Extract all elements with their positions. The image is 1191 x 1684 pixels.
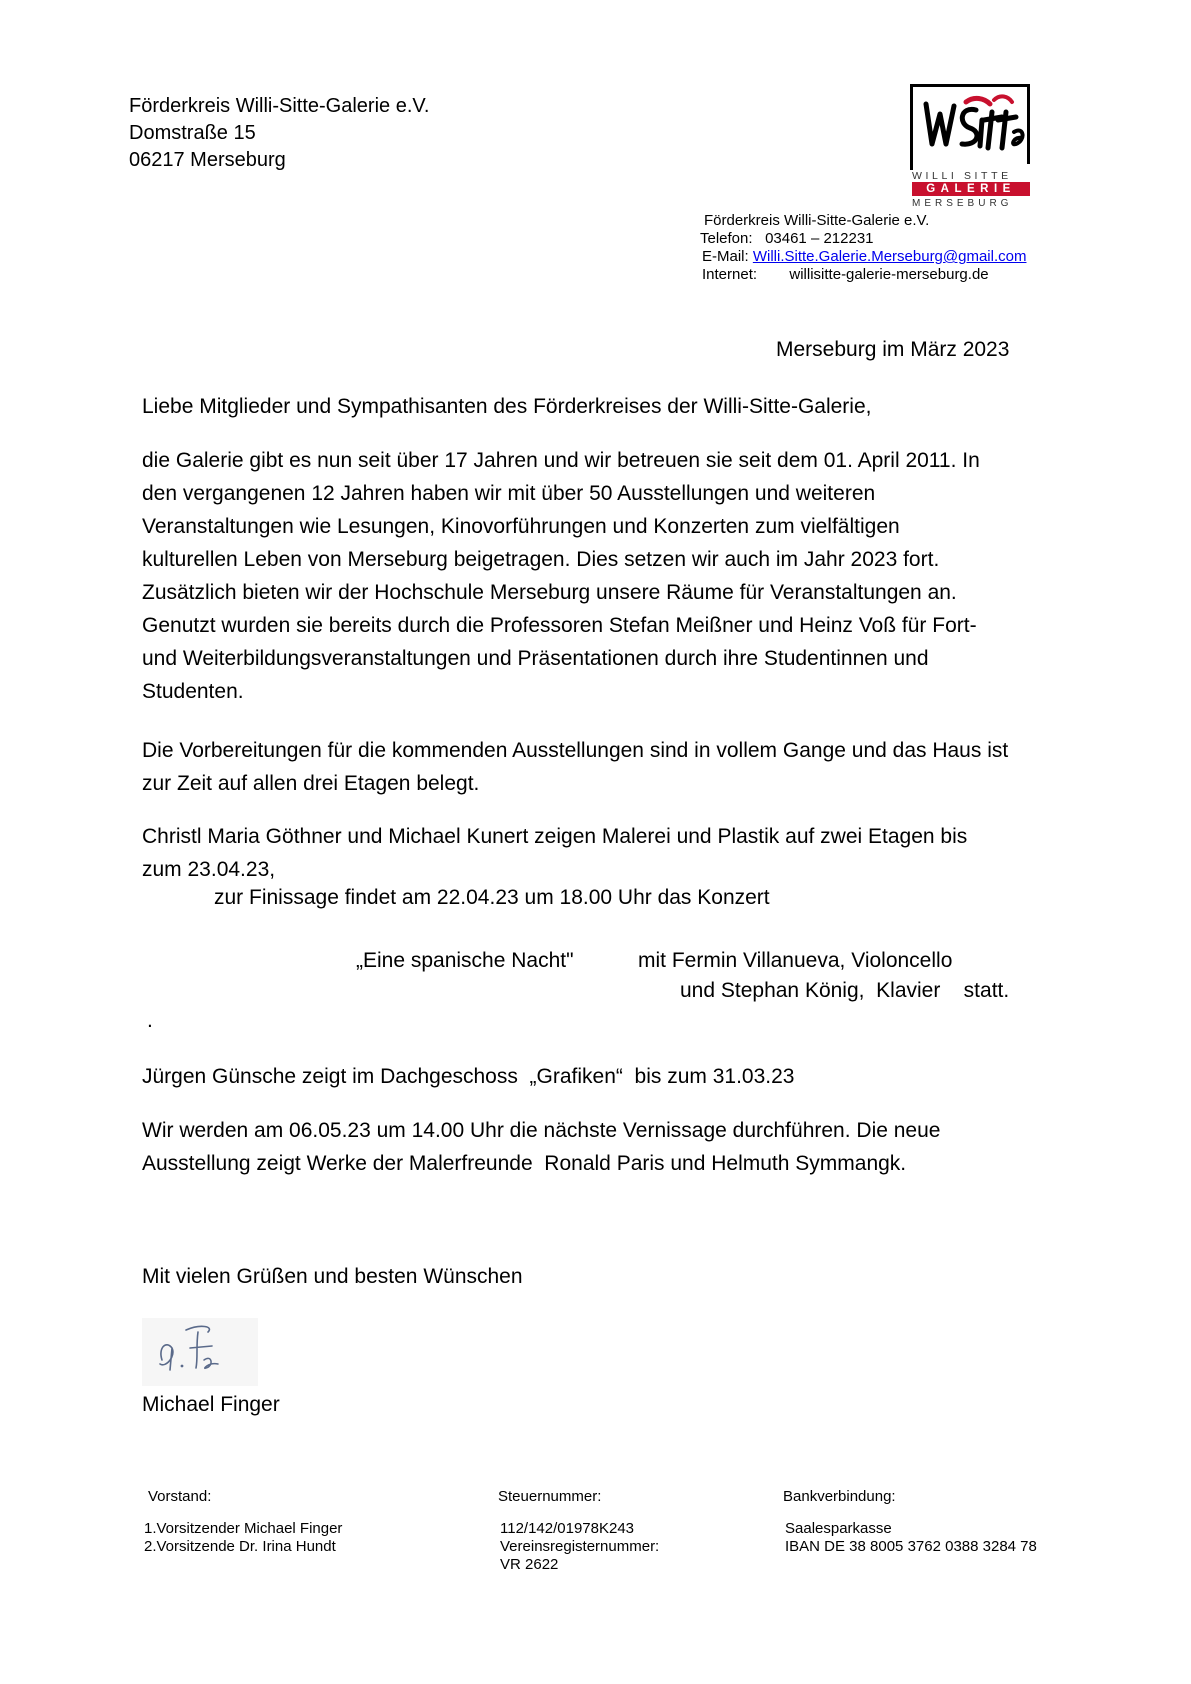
para1-line: und Weiterbildungsveranstaltungen und Präsentationen durch ihre Studentinnen und	[142, 647, 929, 670]
phone-label: Telefon:	[700, 230, 753, 247]
web-label: Internet:	[702, 266, 758, 283]
paragraph-4: Jürgen Günsche zeigt im Dachgeschoss „Grafiken“ bis zum 31.03.23	[142, 1065, 795, 1088]
salutation: Liebe Mitglieder und Sympathisanten des Förderkreises der Willi-Sitte-Galerie,	[142, 395, 872, 418]
contact-web-row	[700, 266, 1026, 284]
para1-line: den vergangenen 12 Jahren haben wir mit über 50 Ausstellungen und weiteren	[142, 482, 876, 505]
signature-graphic	[142, 1318, 258, 1386]
contact-phone-row	[700, 230, 1026, 248]
logo-line-merseburg: MERSEBURG	[912, 198, 1013, 209]
footer-bank-label: Bankverbindung:	[783, 1488, 896, 1505]
contact-org: Förderkreis Willi-Sitte-Galerie e.V.	[704, 212, 930, 229]
para1-line: kulturellen Leben von Merseburg beigetragen. Dies setzen wir auch im Jahr 2023 fort.	[142, 548, 940, 571]
para1-line: die Galerie gibt es nun seit über 17 Jahren und wir betreuen sie seit dem 01. April 2011. In	[142, 449, 980, 472]
para3-line: Christl Maria Göthner und Michael Kunert zeigen Malerei und Plastik auf zwei Etagen bis	[142, 825, 968, 848]
footer-board-label: Vorstand:	[148, 1488, 212, 1505]
register-label: Vereinsregisternummer:	[500, 1538, 660, 1555]
tax-number: 112/142/01978K243	[500, 1520, 635, 1537]
closing: Mit vielen Grüßen und besten Wünschen	[142, 1265, 523, 1288]
concert-title: „Eine spanische Nacht"	[356, 949, 574, 972]
paragraph-3	[142, 820, 967, 886]
contact-email-row	[700, 248, 1026, 266]
para5-line: Ausstellung zeigt Werke der Malerfreunde Ronald Paris und Helmuth Symmangk.	[142, 1152, 907, 1175]
footer-bank	[785, 1520, 1037, 1556]
para1-line: Zusätzlich bieten wir der Hochschule Merseburg unsere Räume für Veranstaltungen an.	[142, 581, 957, 604]
para2-line: Die Vorbereitungen für die kommenden Ausstellungen sind in vollem Gange und das Haus ist	[142, 739, 1009, 762]
phone-value: 03461 – 212231	[765, 230, 874, 247]
footer-board	[144, 1520, 342, 1556]
email-link[interactable]: Willi.Sitte.Galerie.Merseburg@gmail.com	[752, 248, 1027, 265]
gallery-logo	[910, 84, 1042, 210]
para1-line: Veranstaltungen wie Lesungen, Kinovorführungen und Konzerten zum vielfältigen	[142, 515, 900, 538]
logo-line-galerie: GALERIE	[912, 182, 1030, 196]
bank-iban: IBAN DE 38 8005 3762 0388 3284 78	[785, 1538, 1037, 1555]
email-label: E-Mail:	[702, 248, 749, 265]
footer-tax	[500, 1520, 659, 1574]
register-number: VR 2622	[500, 1556, 559, 1573]
web-value: willisitte-galerie-merseburg.de	[789, 266, 989, 283]
board-member-2: 2.Vorsitzende Dr. Irina Hundt	[144, 1538, 336, 1555]
stray-dot: .	[147, 1009, 153, 1032]
para1-line: Studenten.	[142, 680, 244, 703]
paragraph-5	[142, 1114, 940, 1180]
sender-address	[129, 93, 429, 174]
contact-block	[700, 212, 1026, 284]
sender-city: 06217 Merseburg	[129, 149, 286, 171]
para3-line: zum 23.04.23,	[142, 858, 276, 881]
sender-name: Förderkreis Willi-Sitte-Galerie e.V.	[129, 95, 430, 117]
letter-date: Merseburg im März 2023	[776, 338, 1010, 361]
signature-image	[142, 1318, 258, 1386]
paragraph-2	[142, 734, 1008, 800]
para5-line: Wir werden am 06.05.23 um 14.00 Uhr die nächste Vernissage durchführen. Die neue	[142, 1119, 941, 1142]
paragraph-1	[142, 444, 980, 708]
para2-line: zur Zeit auf allen drei Etagen belegt.	[142, 772, 480, 795]
finissage-line: zur Finissage findet am 22.04.23 um 18.00 Uhr das Konzert	[214, 886, 770, 909]
concert-line-1: mit Fermin Villanueva, Violoncello	[638, 949, 953, 972]
logo-line-willi-sitte: WILLI SITTE	[912, 170, 1012, 182]
board-member-1: 1.Vorsitzender Michael Finger	[144, 1520, 343, 1537]
sender-street: Domstraße 15	[129, 122, 256, 144]
footer-tax-label: Steuernummer:	[498, 1488, 602, 1505]
concert-line-2: und Stephan König, Klavier statt.	[680, 979, 1010, 1002]
signer-name: Michael Finger	[142, 1393, 280, 1416]
bank-name: Saalesparkasse	[785, 1520, 892, 1537]
para1-line: Genutzt wurden sie bereits durch die Professoren Stefan Meißner und Heinz Voß für Fort-	[142, 614, 977, 637]
